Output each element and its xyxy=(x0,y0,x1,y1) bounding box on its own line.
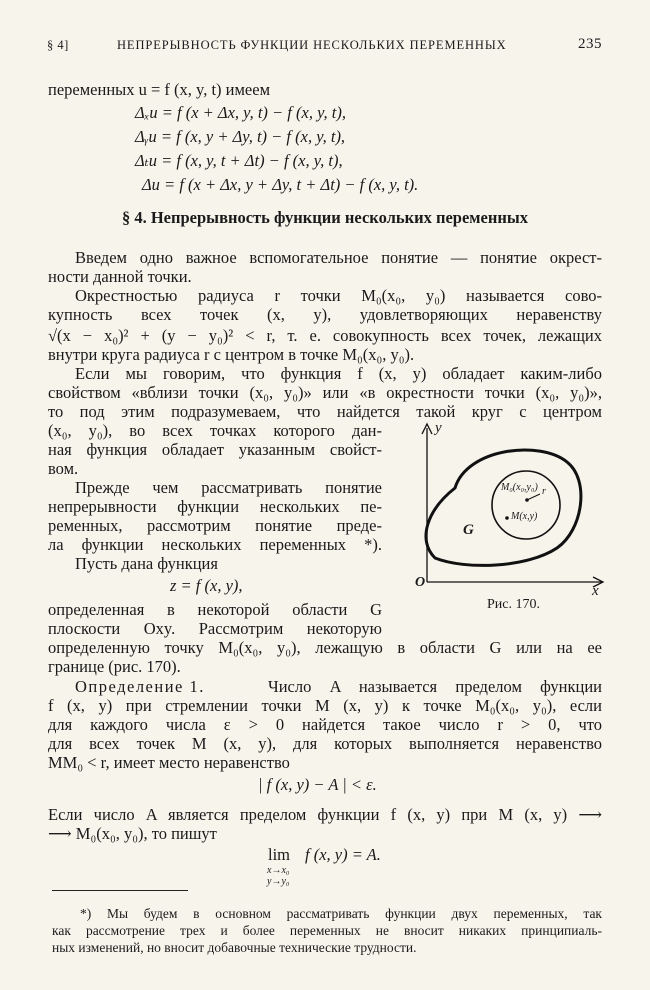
paragraph-line: Если число A является пределом функции f (x, y) при M (x, y) ⟶ xyxy=(48,805,602,824)
increment-x: Δₓu = f (x + Δx, y, t) − f (x, y, t), xyxy=(135,103,346,122)
function-formula: z = f (x, y), xyxy=(170,576,243,595)
region-label: G xyxy=(463,522,474,538)
limit-formula xyxy=(265,845,415,890)
footnote-line: *) Мы будем в основном рассматривать функции двух переменных, так xyxy=(80,906,602,921)
header-title: НЕПРЕРЫВНОСТЬ ФУНКЦИИ НЕСКОЛЬКИХ ПЕРЕМЕННЫХ xyxy=(117,38,507,52)
paragraph-line: плоскости Oxy. Рассмотрим некоторую xyxy=(48,619,382,638)
paragraph-line: вом. xyxy=(48,459,79,478)
definition-line: для всех точек M (x, y), для которых выполняется неравенство xyxy=(48,734,602,753)
definition-line: MM₀ < r, имеет место неравенство xyxy=(48,753,290,772)
paragraph-line: √(x − x₀)² + (y − y₀)² < r, т. е. совокупность всех точек, лежащих xyxy=(48,326,602,345)
header-section: § 4] xyxy=(47,38,69,52)
figure-170 xyxy=(405,420,605,615)
figure-diagram xyxy=(405,420,605,590)
limit-sub-x: x→x₀ xyxy=(267,865,290,876)
limit-sub-y: y→y₀ xyxy=(267,876,290,887)
section-heading: § 4. Непрерывность функции нескольких переменных xyxy=(121,208,529,227)
running-header xyxy=(47,38,602,58)
limit-expression: f (x, y) = A. xyxy=(305,845,381,864)
footnote-line: ных изменений, но вносит добавочные технические трудности. xyxy=(52,940,417,955)
increment-total: Δu = f (x + Δx, y + Δy, t + Δt) − f (x, y, t). xyxy=(142,175,419,194)
paragraph-line: купность всех точек (x, y), удовлетворяющих неравенству xyxy=(48,305,602,324)
paragraph-line: границе (рис. 170). xyxy=(48,657,181,676)
paragraph-line: Пусть дана функция xyxy=(75,554,218,573)
definition-line: Число A называется пределом функции xyxy=(268,677,602,696)
paragraph-line: ла функции нескольких переменных *). xyxy=(48,535,382,554)
paragraph-line: внутри круга радиуса r с центром в точке M₀(x₀, y₀). xyxy=(48,345,415,364)
definition-line: f (x, y) при стремлении точки M (x, y) к точке M₀(x₀, y₀), если xyxy=(48,696,602,715)
figure-caption: Рис. 170. xyxy=(487,597,540,612)
radius-label: r xyxy=(542,486,546,497)
paragraph-line: определенная в некоторой области G xyxy=(48,600,382,619)
point-m0-label: M₀(x₀,y₀) xyxy=(501,482,538,493)
footnote-line: как рассмотрение трех и более переменных не вносит никаких принципиаль- xyxy=(52,923,602,938)
paragraph-line: Если мы говорим, что функция f (x, y) обладает каким-либо xyxy=(75,364,602,383)
paragraph-line: то под этим подразумеваем, что найдется такой круг с центром xyxy=(48,402,602,421)
paragraph-line: ⟶ M₀(x₀, y₀), то пишут xyxy=(48,824,217,843)
page-number: 235 xyxy=(578,36,602,52)
footnote-rule xyxy=(52,890,188,891)
paragraph-line: (x₀, y₀), во всех точках которого дан- xyxy=(48,421,382,440)
paragraph-line: ности данной точки. xyxy=(48,267,192,286)
paragraph-line: свойством «вблизи точки (x₀, y₀)» или «в окрестности точки (x₀, y₀)», xyxy=(48,383,602,402)
paragraph-line: непрерывности функции нескольких пе- xyxy=(48,497,382,516)
radius-line xyxy=(527,494,540,500)
origin-label: O xyxy=(415,575,426,590)
increment-y: Δᵧu = f (x, y + Δy, t) − f (x, y, t), xyxy=(135,127,346,146)
inequality-formula: | f (x, y) − A | < ε. xyxy=(258,775,377,794)
paragraph-line: Прежде чем рассматривать понятие xyxy=(75,478,382,497)
limit-operator: lim xyxy=(268,845,291,864)
axis-y-label: y xyxy=(435,420,442,436)
axis-x-label: x xyxy=(592,583,599,599)
paragraph-line: Окрестностью радиуса r точки M₀(x₀, y₀) называется сово- xyxy=(75,286,602,305)
definition-label: Определение 1. xyxy=(75,677,205,696)
point-m-label: M(x,y) xyxy=(511,511,538,522)
definition-line: для каждого числа ε > 0 найдется такое число r > 0, что xyxy=(48,715,602,734)
region-boundary xyxy=(426,450,581,565)
increment-t: Δₜu = f (x, y, t + Δt) − f (x, y, t), xyxy=(135,151,343,170)
intro-line: переменных u = f (x, y, t) имеем xyxy=(48,80,271,99)
paragraph-line: ная функция обладает указанным свойст- xyxy=(48,440,382,459)
paragraph-line: ременных, рассмотрим понятие преде- xyxy=(48,516,382,535)
paragraph-line: Введем одно важное вспомогательное понятие — понятие окрест- xyxy=(75,248,602,267)
paragraph-line: определенную точку M₀(x₀, y₀), лежащую в области G или на ее xyxy=(48,638,602,657)
point-m xyxy=(505,516,509,520)
